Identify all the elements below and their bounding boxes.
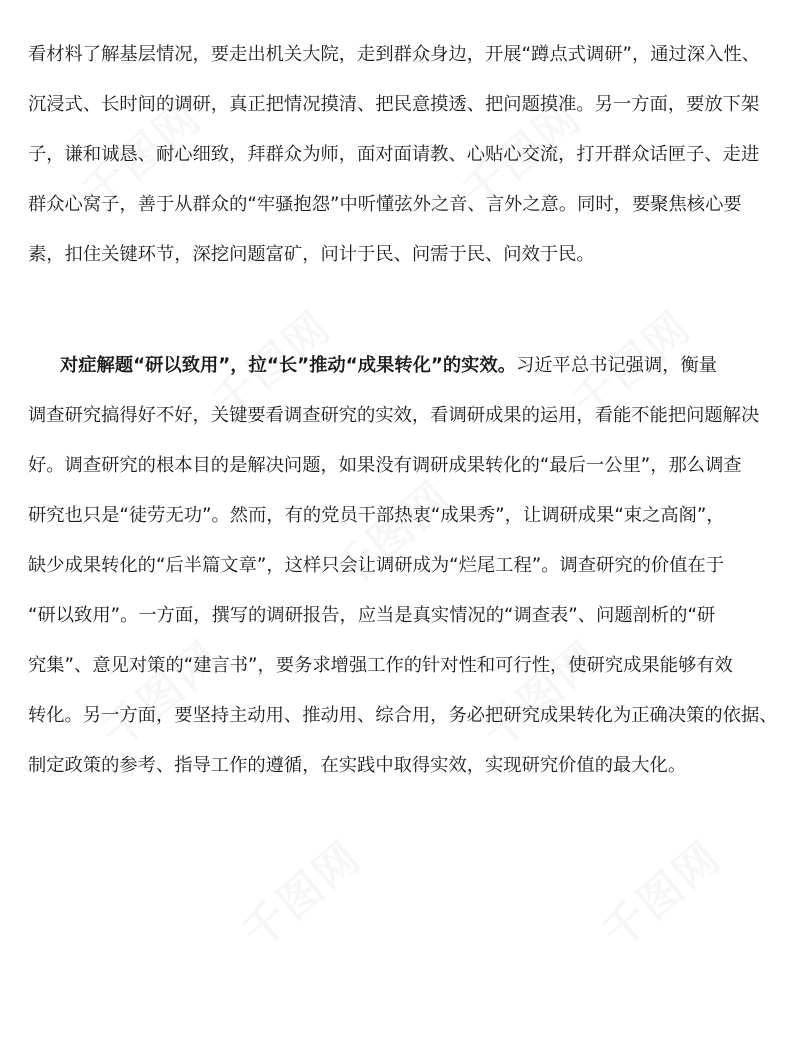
paragraph-2-line: 转化。另一方面，要坚持主动用、推动用、综合用，务必把研究成果转化为正确决策的依据、 — [28, 705, 778, 726]
paragraph-2-line: 好。调查研究的根本目的是解决问题，如果没有调研成果转化的“最后一公里”，那么调查 — [28, 455, 742, 476]
paragraph-2-line: 缺少成果转化的“后半篇文章”，这样只会让调研成为“烂尾工程”。调查研究的价值在于 — [28, 555, 725, 576]
paragraph-2-first-line-rest: 习近平总书记强调，衡量 — [516, 355, 718, 376]
paragraph-1-line: 看材料了解基层情况，要走出机关大院，走到群众身边，开展“蹲点式调研”，通过深入性、 — [28, 44, 760, 65]
paragraph-2-line: 调查研究搞得好不好，关键要看调查研究的实效，看调研成果的运用，看能不能把问题解决 — [28, 405, 760, 426]
paragraph-2-heading: 对症解题“研以致用”，拉“长”推动“成果转化”的实效。 — [60, 355, 516, 376]
paragraph-1-line: 群众心窝子，善于从群众的“牢骚抱怨”中听懂弦外之音、言外之意。同时，要聚焦核心要 — [28, 194, 742, 215]
paragraph-2-first-line — [60, 354, 780, 378]
watermark — [226, 823, 373, 961]
paragraph-2-line: 研究也只是“徒劳无功”。然而，有的党员干部热衷“成果秀”，让调研成果“束之高阁”， — [28, 505, 725, 526]
watermark — [86, 623, 233, 761]
watermark — [466, 623, 613, 761]
paragraph-1-line: 素，扣住关键环节，深挖问题富矿，问计于民、问需于民、问效于民。 — [28, 244, 595, 265]
watermark — [586, 823, 733, 961]
paragraph-2-line: 究集”、意见对策的“建言书”，要务求增强工作的针对性和可行性，使研究成果能够有效 — [28, 655, 733, 676]
paragraph-1-line: 沉浸式、长时间的调研，真正把情况摸清、把民意摸透、把问题摸准。另一方面，要放下架 — [28, 94, 760, 115]
watermark — [316, 463, 463, 601]
paragraph-2-line: 制定政策的参考、指导工作的遵循，在实践中取得实效，实现研究价值的最大化。 — [28, 755, 687, 776]
paragraph-1-line: 子，谦和诚恳、耐心细致，拜群众为师，面对面请教、心贴心交流，打开群众话匣子、走进 — [28, 144, 760, 165]
paragraph-2-line: “研以致用”。一方面，撰写的调研报告，应当是真实情况的“调查表”、问题剖析的“研 — [28, 605, 716, 626]
